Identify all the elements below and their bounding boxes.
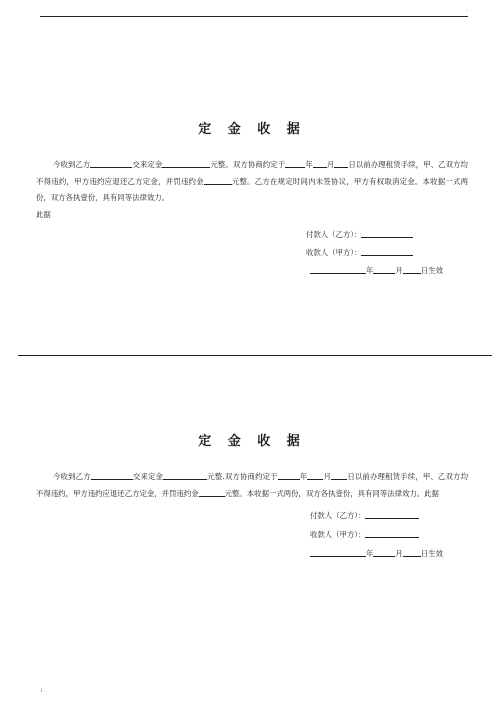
text-segment: 元整.双方协商约定于 <box>207 472 278 481</box>
receipt-1-closing: 此据 <box>36 209 51 219</box>
text-segment: 交来定金 <box>132 472 164 481</box>
top-rule <box>40 16 468 17</box>
text-segment: 月 <box>323 472 332 481</box>
month-label: 月 <box>395 266 403 275</box>
text-segment: 年 <box>299 472 308 481</box>
year-label: 年 <box>366 266 374 275</box>
text-segment: 年 <box>305 160 313 169</box>
receipt-1 <box>36 118 468 275</box>
date-line <box>310 264 443 276</box>
effective-label: 日生效 <box>420 266 443 275</box>
payer-label: 付款人（乙方）： <box>310 511 366 520</box>
payee-signature-field[interactable] <box>361 246 413 256</box>
text-segment: 今收到乙方 <box>53 160 91 169</box>
blank-penalty-amount[interactable] <box>204 175 232 185</box>
payee-label: 收款人（甲方）： <box>310 530 366 539</box>
blank-deposit-amount[interactable] <box>163 470 207 480</box>
payer-signature-field[interactable] <box>365 509 419 519</box>
payee-signature-field[interactable] <box>365 528 419 538</box>
blank-penalty-amount[interactable] <box>199 487 225 497</box>
header-mark: · <box>466 8 468 15</box>
blank-day[interactable] <box>331 470 347 480</box>
payee-label: 收款人（甲方）： <box>306 248 362 257</box>
date-year-field[interactable] <box>310 547 366 557</box>
date-month-field[interactable] <box>373 547 395 557</box>
blank-month[interactable] <box>313 158 327 168</box>
year-label: 年 <box>366 549 374 558</box>
text-segment: 元整。本收据一式两份，双方各执壹份，具有同等法律效力。此据 <box>224 488 439 498</box>
effective-label: 日生效 <box>420 549 443 558</box>
text-segment: 日以前办理租赁手续，甲、乙双方均不得违约，甲方违约应退还乙方定金，并罚违约金 <box>36 160 468 186</box>
date-month-field[interactable] <box>373 264 395 274</box>
text-segment: 月 <box>326 160 335 169</box>
blank-year[interactable] <box>285 158 305 168</box>
receipt-1-body <box>36 157 468 207</box>
receipt-2 <box>36 430 468 558</box>
payer-label: 付款人（乙方）： <box>306 230 362 239</box>
blank-deposit-amount[interactable] <box>162 158 210 168</box>
blank-year[interactable] <box>278 470 300 480</box>
blank-day[interactable] <box>334 158 348 168</box>
receipt-1-title: 定 金 收 据 <box>198 122 306 137</box>
month-label: 月 <box>395 549 403 558</box>
blank-month[interactable] <box>307 470 323 480</box>
payee-line <box>306 246 413 258</box>
receipt-2-title: 定 金 收 据 <box>198 434 306 449</box>
date-day-field[interactable] <box>403 264 421 274</box>
text-segment: 元整。双方协商约定于 <box>210 160 286 169</box>
payer-signature-field[interactable] <box>361 228 413 238</box>
receipt-2-body <box>36 469 468 502</box>
text-segment: 今收到乙方 <box>53 472 91 481</box>
date-day-field[interactable] <box>403 547 421 557</box>
payer-line <box>310 509 419 521</box>
text-segment: 交来定金 <box>132 160 163 169</box>
text-segment: 元整。乙方在规定时间内未签协议，甲方有权取消定金。本收据一式两份，双方各执壹份，具有同等法律效力。 <box>36 176 468 202</box>
blank-payer-name[interactable] <box>91 470 133 480</box>
payee-line <box>310 528 419 540</box>
divider-rule <box>18 355 492 356</box>
date-year-field[interactable] <box>310 264 366 274</box>
date-line <box>310 547 443 559</box>
payer-line <box>306 228 413 240</box>
footer-mark: 1 . <box>40 688 47 694</box>
text-segment: 日以前办理租赁手续，甲、乙双方均不得违约，甲方违约应退还乙方定金，并罚违约金 <box>36 472 468 498</box>
blank-payer-name[interactable] <box>90 158 132 168</box>
